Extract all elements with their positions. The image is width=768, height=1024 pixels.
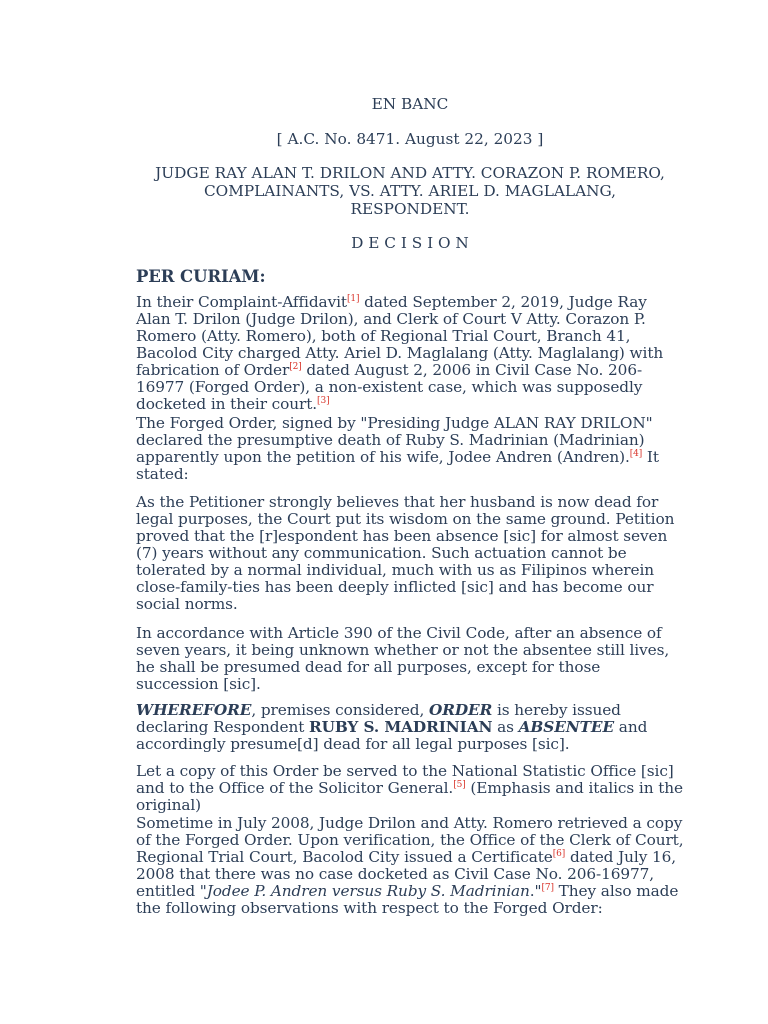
- case-title-line-2: COMPLAINANTS, VS. ATTY. ARIEL D. MAGLALANG,: [203, 182, 617, 200]
- decision-heading: D E C I S I O N: [351, 234, 469, 252]
- footnote-link-1[interactable]: [1]: [346, 293, 360, 304]
- absentee-text: ABSENTEE: [518, 718, 615, 736]
- order-text: ORDER: [429, 701, 493, 719]
- footnote-link-7[interactable]: [7]: [541, 882, 554, 893]
- quote-paragraph-2: In accordance with Article 390 of the Civil Code, after an absence of seven years, it being unknown whether or not the absentee still lives, he shall be presumed dead for all purposes, except for those succession [sic].: [136, 624, 670, 693]
- case-number: [ A.C. No. 8471. August 22, 2023 ]: [276, 130, 544, 148]
- case-title-line-3: RESPONDENT.: [350, 200, 470, 218]
- footnote-link-4[interactable]: [4]: [629, 448, 643, 459]
- footnote-link-5[interactable]: [5]: [453, 779, 466, 790]
- case-title-line-1: JUDGE RAY ALAN T. DRILON AND ATTY. CORAZON P. ROMERO,: [155, 164, 665, 182]
- footnote-link-2[interactable]: [2]: [289, 361, 302, 372]
- respondent-name: RUBY S. MADRINIAN: [309, 718, 493, 736]
- paragraph-complaint: In their Complaint-Affidavit[1] dated September 2, 2019, Judge Ray Alan T. Drilon (Judge Drilon), and Clerk of Court V Atty. Corazon P. Romero (Atty. Romero), both of Regional Trial Court, Branch 41, Bacolod City charged Atty. Ariel D. Maglalang (Atty. Maglalang) with fabrication of Order[2] dated August 2, 2006 in Civil Case No. 206-16977 (Forged Order), a non-existent case, which was supposedly docketed in their court.[3]: [136, 293, 664, 413]
- paragraph-forged-order: The Forged Order, signed by "Presiding Judge ALAN RAY DRILON" declared the presumptive death of Ruby S. Madrinian (Madrinian) apparently upon the petition of his wife, Jodee Andren (Andren).[4] It stated:: [136, 414, 659, 483]
- footnote-link-6[interactable]: [6]: [552, 848, 566, 859]
- per-curiam-heading: PER CURIAM:: [136, 267, 266, 286]
- division-heading: EN BANC: [371, 95, 449, 113]
- paragraph-retrieval: Sometime in July 2008, Judge Drilon and Atty. Romero retrieved a copy of the Forged Order. Upon verification, the Office of the Clerk of Court, Regional Trial Court, Bacolod City issued a Certificate[6] dated July 16, 2008 that there was no case docketed as Civil Case No. 206-16977, entitled "Jodee P. Andren versus Ruby S. Madrinian."[7] They also made the following observations with respect to the Forged Order:: [136, 814, 684, 917]
- footnote-link-3[interactable]: [3]: [317, 395, 330, 406]
- quote-paragraph-3: WHEREFORE, premises considered, ORDER is hereby issued declaring Respondent RUBY S. MADRINIAN as ABSENTEE and accordingly presume[d] dead for all legal purposes [sic].: [136, 701, 648, 753]
- wherefore-text: WHEREFORE: [136, 701, 252, 719]
- quote-paragraph-1: As the Petitioner strongly believes that her husband is now dead for legal purposes, the Court put its wisdom on the same ground. Petition proved that the [r]espondent has been absence [sic] for almost seven (7) years without any communication. Such actuation cannot be tolerated by a normal individual, much with us as Filipinos wherein close-family-ties has been deeply inflicted [sic] and has become our social norms.: [136, 493, 675, 613]
- case-title-italic: Jodee P. Andren versus Ruby S. Madrinian: [206, 882, 530, 900]
- quote-paragraph-4: Let a copy of this Order be served to the National Statistic Office [sic] and to the Office of the Solicitor General.[5] (Emphasis and italics in the original): [136, 762, 683, 814]
